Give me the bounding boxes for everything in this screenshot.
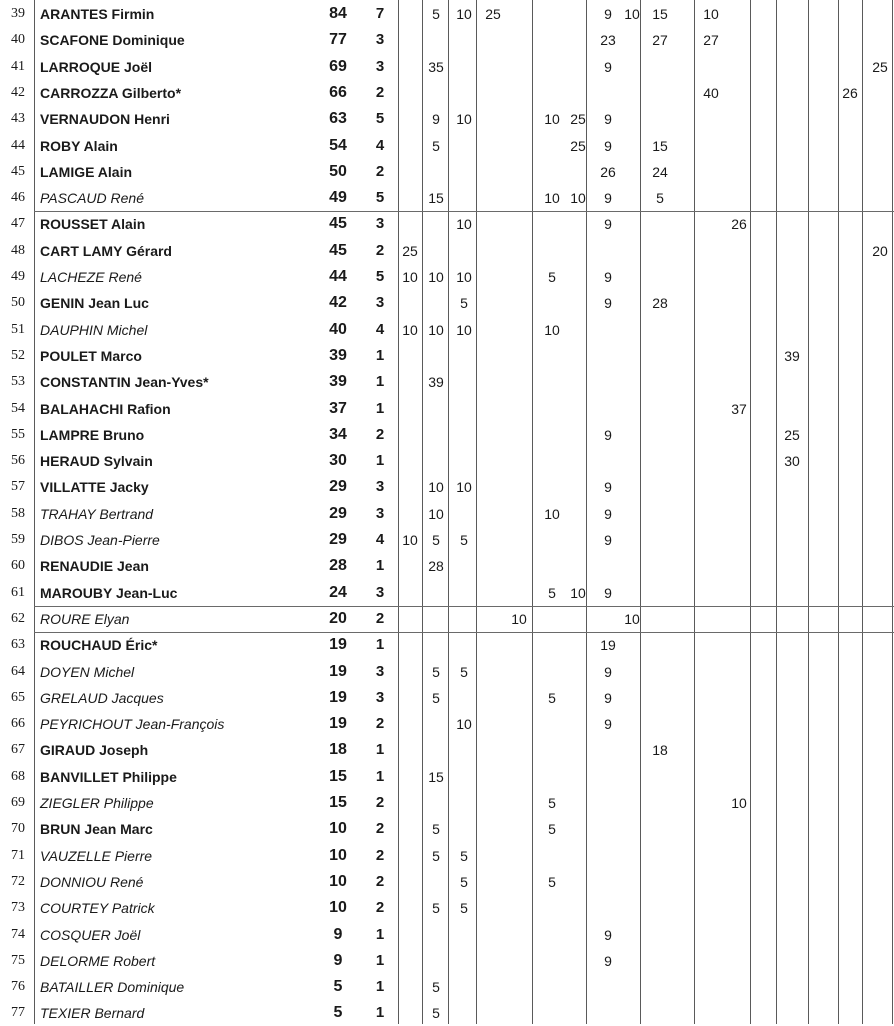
rank-number: 75 <box>11 952 25 968</box>
rider-name: LACHEZE René <box>40 269 142 285</box>
rank-number: 65 <box>11 689 25 705</box>
race-score: 9 <box>604 426 612 443</box>
rider-name: CART LAMY Gérard <box>40 242 172 259</box>
table-row <box>0 264 894 290</box>
rank-number: 40 <box>11 32 25 48</box>
table-row <box>0 869 894 895</box>
race-score: 27 <box>652 32 668 49</box>
rank-number: 61 <box>11 584 25 600</box>
race-count: 5 <box>375 189 385 207</box>
race-score: 27 <box>703 32 719 49</box>
rider-name: COURTEY Patrick <box>40 900 155 917</box>
race-score: 9 <box>604 58 612 75</box>
race-score: 10 <box>402 532 418 548</box>
total-points: 50 <box>329 162 347 180</box>
rank-number: 60 <box>11 558 25 574</box>
race-count: 2 <box>375 794 385 811</box>
rider-name: LAMPRE Bruno <box>40 426 145 443</box>
race-score: 5 <box>460 295 468 312</box>
race-score: 5 <box>656 190 664 207</box>
race-score: 25 <box>485 6 501 22</box>
rank-number: 41 <box>11 58 25 74</box>
race-score: 5 <box>548 269 556 285</box>
rider-name: TEXIER Bernard <box>40 1005 145 1022</box>
total-points: 19 <box>329 636 347 654</box>
rank-number: 52 <box>11 347 25 363</box>
race-count: 2 <box>375 162 385 180</box>
race-score: 5 <box>432 689 440 706</box>
race-score: 10 <box>624 610 640 627</box>
rider-name: ROURE Elyan <box>40 610 130 627</box>
race-count: 2 <box>375 846 385 864</box>
rank-number: 53 <box>11 374 25 390</box>
table-row <box>0 685 894 711</box>
race-count: 1 <box>375 636 385 654</box>
total-points: 40 <box>329 320 347 338</box>
table-row <box>0 396 894 422</box>
race-count: 1 <box>375 557 385 575</box>
rank-number: 49 <box>11 269 25 284</box>
table-row <box>0 106 894 132</box>
race-count: 1 <box>375 925 385 943</box>
race-score: 9 <box>604 111 612 128</box>
rank-number: 62 <box>11 610 25 626</box>
race-score: 10 <box>544 505 560 522</box>
rider-name: COSQUER Joël <box>40 926 141 943</box>
race-score: 5 <box>432 137 440 154</box>
table-row <box>0 764 894 790</box>
race-count: 3 <box>375 583 385 601</box>
race-score: 15 <box>428 190 444 207</box>
race-score: 9 <box>604 479 612 496</box>
rider-name: GRELAUD Jacques <box>40 689 164 706</box>
rider-name: HERAUD Sylvain <box>40 453 153 470</box>
race-count: 1 <box>375 346 385 364</box>
rank-number: 76 <box>11 979 25 995</box>
race-count: 1 <box>375 951 385 969</box>
total-points: 15 <box>329 767 347 785</box>
table-row <box>0 632 894 658</box>
total-points: 20 <box>329 609 347 627</box>
race-score: 9 <box>604 663 612 680</box>
race-score: 5 <box>548 821 556 838</box>
race-score: 10 <box>428 505 444 522</box>
rank-number: 48 <box>11 242 25 258</box>
race-score: 10 <box>402 321 418 338</box>
race-count: 4 <box>375 531 385 548</box>
rider-name: GIRAUD Joseph <box>40 742 149 759</box>
table-row <box>0 27 894 53</box>
race-score: 15 <box>652 137 668 154</box>
table-row <box>0 185 894 211</box>
rider-name: DOYEN Michel <box>40 663 135 680</box>
rider-name: VILLATTE Jacky <box>40 479 149 496</box>
rider-name: LARROQUE Joël <box>40 58 153 75</box>
rider-name: VERNAUDON Henri <box>40 111 170 128</box>
race-score: 5 <box>432 663 440 680</box>
race-score: 10 <box>456 269 472 285</box>
race-score: 5 <box>548 689 556 706</box>
race-score: 5 <box>460 663 468 680</box>
table-row <box>0 133 894 159</box>
race-count: 2 <box>375 609 385 627</box>
race-count: 3 <box>375 57 385 75</box>
rank-number: 69 <box>11 795 25 810</box>
rider-name: ZIEGLER Philippe <box>40 795 154 811</box>
rank-number: 66 <box>11 716 25 732</box>
race-count: 1 <box>375 1004 385 1022</box>
rider-name: VAUZELLE Pierre <box>40 847 153 864</box>
total-points: 9 <box>333 951 343 969</box>
race-count: 1 <box>375 767 385 785</box>
total-points: 66 <box>329 83 347 101</box>
race-score: 9 <box>604 295 612 312</box>
table-row <box>0 80 894 106</box>
rank-number: 39 <box>11 6 25 21</box>
rider-name: BATAILLER Dominique <box>40 979 185 996</box>
race-count: 2 <box>375 899 385 917</box>
race-score: 10 <box>428 479 444 496</box>
total-points: 63 <box>329 110 347 128</box>
total-points: 44 <box>329 268 347 285</box>
total-points: 5 <box>333 978 343 996</box>
race-score: 5 <box>432 821 440 838</box>
rank-number: 71 <box>11 847 25 863</box>
rank-number: 58 <box>11 505 25 521</box>
total-points: 45 <box>329 215 347 233</box>
rank-number: 47 <box>11 216 25 232</box>
race-score: 18 <box>652 742 668 759</box>
race-score: 9 <box>604 952 612 969</box>
race-score: 9 <box>604 505 612 522</box>
race-score: 5 <box>432 532 440 548</box>
race-score: 10 <box>428 269 444 285</box>
race-count: 4 <box>375 320 385 338</box>
race-count: 3 <box>375 662 385 680</box>
race-score: 5 <box>432 6 440 22</box>
race-score: 24 <box>652 163 668 180</box>
race-score: 15 <box>652 6 668 22</box>
race-count: 2 <box>375 83 385 101</box>
total-points: 29 <box>329 531 347 548</box>
total-points: 10 <box>329 872 347 890</box>
race-score: 39 <box>784 347 800 364</box>
rank-number: 54 <box>11 400 25 416</box>
race-count: 5 <box>375 268 385 285</box>
race-score: 9 <box>604 716 612 733</box>
race-score: 25 <box>570 111 586 128</box>
race-count: 1 <box>375 399 385 417</box>
rider-name: ROBY Alain <box>40 137 118 154</box>
race-score: 26 <box>842 84 858 101</box>
race-score: 35 <box>428 58 444 75</box>
table-row <box>0 790 894 816</box>
race-score: 10 <box>570 190 586 207</box>
rider-name: DIBOS Jean-Pierre <box>40 532 160 548</box>
total-points: 29 <box>329 504 347 522</box>
race-score: 10 <box>544 321 560 338</box>
total-points: 34 <box>329 425 347 443</box>
rank-number: 74 <box>11 926 25 942</box>
total-points: 39 <box>329 346 347 364</box>
table-row <box>0 606 894 632</box>
table-row <box>0 895 894 921</box>
table-row <box>0 211 894 237</box>
race-score: 10 <box>456 216 472 233</box>
race-score: 10 <box>428 321 444 338</box>
race-score: 37 <box>731 400 747 417</box>
race-count: 3 <box>375 31 385 49</box>
race-score: 25 <box>570 137 586 154</box>
race-count: 2 <box>375 872 385 890</box>
race-count: 7 <box>375 5 385 22</box>
rider-name: DONNIOU René <box>40 873 144 890</box>
rider-name: PASCAUD René <box>40 190 145 207</box>
race-score: 10 <box>456 716 472 733</box>
table-row <box>0 238 894 264</box>
rank-number: 67 <box>11 742 25 758</box>
race-score: 9 <box>604 584 612 601</box>
rider-name: LAMIGE Alain <box>40 163 133 180</box>
rider-name: GENIN Jean Luc <box>40 295 149 312</box>
race-score: 10 <box>456 6 472 22</box>
race-score: 10 <box>402 269 418 285</box>
rider-name: DELORME Robert <box>40 952 156 969</box>
table-row <box>0 843 894 869</box>
rank-number: 44 <box>11 137 25 153</box>
race-score: 5 <box>460 900 468 917</box>
rank-number: 72 <box>11 873 25 889</box>
rank-number: 64 <box>11 663 25 679</box>
race-score: 10 <box>456 111 472 128</box>
race-score: 19 <box>600 637 616 654</box>
table-row <box>0 317 894 343</box>
race-score: 23 <box>600 32 616 49</box>
rank-number: 55 <box>11 426 25 442</box>
race-score: 10 <box>456 479 472 496</box>
rank-number: 45 <box>11 163 25 179</box>
race-score: 10 <box>511 610 527 627</box>
race-score: 40 <box>703 84 719 101</box>
total-points: 42 <box>329 294 347 312</box>
race-score: 9 <box>604 269 612 285</box>
rider-name: BRUN Jean Marc <box>40 821 153 838</box>
race-score: 10 <box>544 111 560 128</box>
race-score: 15 <box>428 768 444 785</box>
table-row <box>0 290 894 316</box>
race-count: 3 <box>375 215 385 233</box>
total-points: 69 <box>329 57 347 75</box>
table-row <box>0 501 894 527</box>
race-score: 9 <box>604 137 612 154</box>
table-row <box>0 922 894 948</box>
race-score: 10 <box>731 795 747 811</box>
rank-number: 70 <box>11 821 25 837</box>
table-row <box>0 553 894 579</box>
race-score: 39 <box>428 374 444 391</box>
table-row <box>0 159 894 185</box>
race-score: 5 <box>432 847 440 864</box>
race-count: 5 <box>375 110 385 128</box>
race-score: 28 <box>428 558 444 575</box>
rider-name: MAROUBY Jean-Luc <box>40 584 178 601</box>
race-score: 20 <box>872 242 888 259</box>
race-score: 5 <box>548 584 556 601</box>
table-row <box>0 737 894 763</box>
race-count: 2 <box>375 820 385 838</box>
total-points: 54 <box>329 136 347 154</box>
race-score: 10 <box>456 321 472 338</box>
total-points: 18 <box>329 741 347 759</box>
race-count: 3 <box>375 294 385 312</box>
table-row <box>0 448 894 474</box>
race-score: 25 <box>784 426 800 443</box>
race-score: 26 <box>600 163 616 180</box>
total-points: 19 <box>329 688 347 706</box>
table-row <box>0 369 894 395</box>
rider-name: ROUSSET Alain <box>40 216 146 233</box>
total-points: 10 <box>329 820 347 838</box>
rider-name: PEYRICHOUT Jean-François <box>40 716 225 733</box>
race-score: 25 <box>872 58 888 75</box>
table-row <box>0 422 894 448</box>
total-points: 30 <box>329 452 347 470</box>
rider-name: CONSTANTIN Jean-Yves* <box>40 374 209 391</box>
rider-name: ARANTES Firmin <box>40 6 155 22</box>
race-score: 5 <box>432 979 440 996</box>
rank-number: 42 <box>11 84 25 100</box>
rider-name: BALAHACHI Rafion <box>40 400 171 417</box>
race-score: 25 <box>402 242 418 259</box>
race-score: 10 <box>624 6 640 22</box>
race-score: 5 <box>460 873 468 890</box>
rider-name: ROUCHAUD Éric* <box>40 637 158 654</box>
race-score: 9 <box>604 532 612 548</box>
rank-number: 77 <box>11 1005 25 1021</box>
race-score: 5 <box>432 1005 440 1022</box>
total-points: 45 <box>329 241 347 259</box>
table-row <box>0 343 894 369</box>
race-score: 5 <box>432 900 440 917</box>
table-row <box>0 580 894 606</box>
race-count: 2 <box>375 715 385 733</box>
race-score: 10 <box>703 6 719 22</box>
rider-name: RENAUDIE Jean <box>40 558 149 575</box>
table-row <box>0 711 894 737</box>
race-score: 9 <box>604 926 612 943</box>
rider-name: DAUPHIN Michel <box>40 321 148 338</box>
total-points: 84 <box>329 5 347 22</box>
race-count: 2 <box>375 425 385 443</box>
race-score: 28 <box>652 295 668 312</box>
total-points: 5 <box>333 1004 343 1022</box>
table-row <box>0 659 894 685</box>
race-count: 4 <box>375 136 385 154</box>
table-row <box>0 948 894 974</box>
rider-name: TRAHAY Bertrand <box>40 505 154 522</box>
table-row <box>0 1000 894 1026</box>
rank-number: 63 <box>11 637 25 653</box>
race-count: 3 <box>375 478 385 496</box>
rank-number: 57 <box>11 479 25 495</box>
rider-name: SCAFONE Dominique <box>40 32 185 49</box>
rank-number: 46 <box>11 190 25 206</box>
rank-number: 50 <box>11 295 25 311</box>
rider-name: BANVILLET Philippe <box>40 768 177 785</box>
total-points: 39 <box>329 373 347 391</box>
table-row <box>0 474 894 500</box>
rank-number: 68 <box>11 768 25 784</box>
table-row <box>0 816 894 842</box>
race-count: 2 <box>375 241 385 259</box>
race-count: 1 <box>375 452 385 470</box>
total-points: 19 <box>329 715 347 733</box>
race-count: 1 <box>375 373 385 391</box>
total-points: 37 <box>329 399 347 417</box>
rider-name: POULET Marco <box>40 347 142 364</box>
race-score: 10 <box>544 190 560 207</box>
rank-number: 43 <box>11 111 25 127</box>
table-row <box>0 54 894 80</box>
rank-number: 56 <box>11 453 25 469</box>
race-score: 5 <box>460 847 468 864</box>
table-row <box>0 974 894 1000</box>
table-row <box>0 1 894 27</box>
total-points: 15 <box>329 794 347 811</box>
race-count: 1 <box>375 978 385 996</box>
rank-number: 51 <box>11 321 25 337</box>
race-score: 9 <box>604 216 612 233</box>
race-score: 5 <box>460 532 468 548</box>
rank-number: 59 <box>11 532 25 547</box>
total-points: 10 <box>329 899 347 917</box>
total-points: 10 <box>329 846 347 864</box>
total-points: 28 <box>329 557 347 575</box>
rider-name: CARROZZA Gilberto* <box>40 84 182 101</box>
race-count: 3 <box>375 504 385 522</box>
race-score: 5 <box>548 873 556 890</box>
rank-number: 73 <box>11 900 25 916</box>
race-score: 5 <box>548 795 556 811</box>
total-points: 24 <box>329 583 347 601</box>
total-points: 29 <box>329 478 347 496</box>
total-points: 49 <box>329 189 347 207</box>
total-points: 9 <box>333 925 343 943</box>
race-count: 1 <box>375 741 385 759</box>
race-score: 10 <box>570 584 586 601</box>
race-count: 3 <box>375 688 385 706</box>
total-points: 19 <box>329 662 347 680</box>
table-row <box>0 527 894 553</box>
race-score: 9 <box>604 190 612 207</box>
race-score: 9 <box>432 111 440 128</box>
race-score: 9 <box>604 6 612 22</box>
race-score: 9 <box>604 689 612 706</box>
total-points: 77 <box>329 31 347 49</box>
race-score: 26 <box>731 216 747 233</box>
race-score: 30 <box>784 453 800 470</box>
